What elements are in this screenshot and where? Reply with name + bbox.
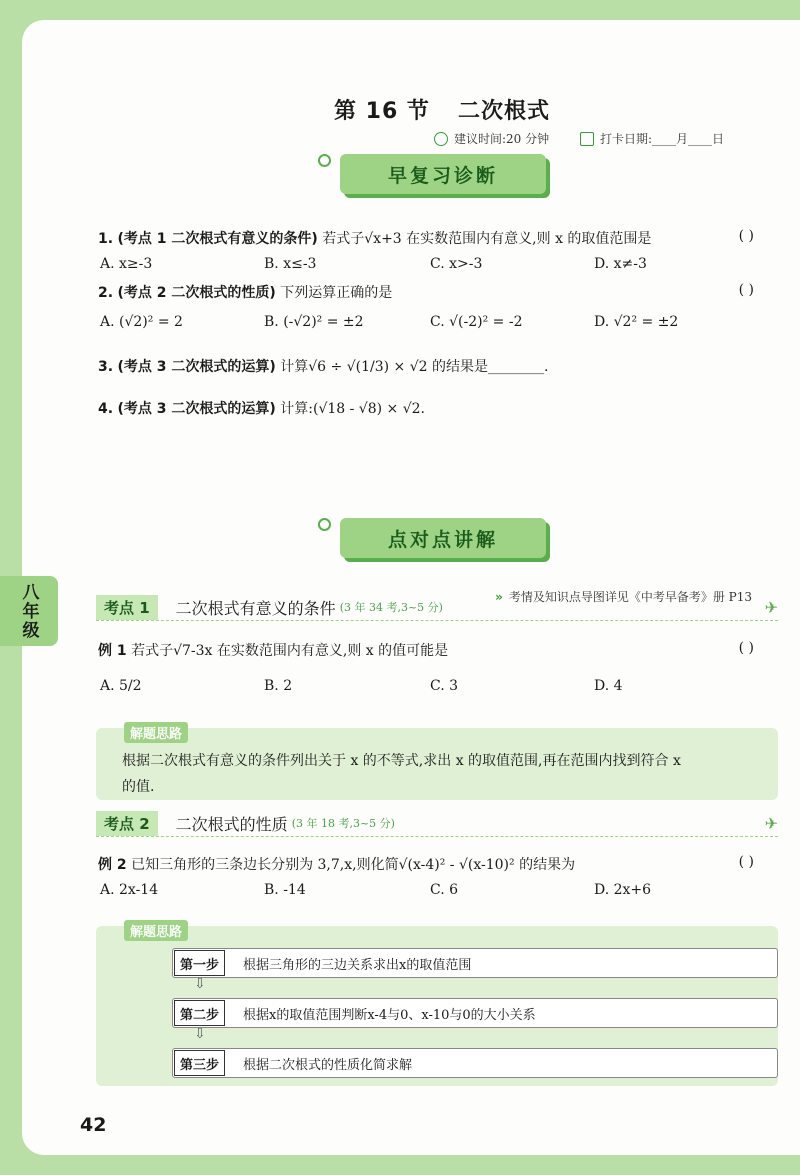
key-point-2-header [96,810,778,837]
banner-pin-icon [318,154,331,167]
hint1-text-line2: 的值. [122,779,155,795]
paper-plane-icon: ✈ [764,597,778,617]
q2-option-d: D. √2² = ±2 [594,314,679,330]
ex2-option-c: C. 6 [430,882,459,898]
clock-icon [434,132,448,146]
q3-tag: (考点 3 二次根式的运算) [117,359,276,375]
q1-number: 1. [98,231,114,247]
ex2-text: 已知三角形的三条边长分别为 3,7,x,则化简√(x-4)² - √(x-10)² 的结果为 [131,857,576,873]
ex1-option-d: D. 4 [594,678,623,694]
step1-tag: 第一步 [174,950,225,976]
example-1 [98,640,448,660]
section-title [334,94,550,125]
ex2-option-b: B. -14 [264,882,306,898]
explain-banner: 点对点讲解 [340,518,546,558]
q2-answer-paren: ( ) [738,282,754,298]
step1-text: 根据三角形的三边关系求出x的取值范围 [243,957,472,973]
date-meta [580,130,724,147]
step2-text: 根据x的取值范围判断x-4与0、x-10与0的大小关系 [243,1007,536,1023]
step3-tag: 第三步 [174,1050,225,1076]
ex2-option-a: A. 2x-14 [100,882,159,898]
q3-number: 3. [98,359,114,375]
paper-plane-icon: ✈ [764,813,778,833]
kp2-tag: 考点 2 [96,811,158,836]
ex1-text: 若式子√7-3x 在实数范围内有意义,则 x 的值可能是 [131,643,449,659]
calendar-icon [580,132,594,146]
q1-text: 若式子√x+3 在实数范围内有意义,则 x 的取值范围是 [322,231,652,247]
q2-number: 2. [98,285,114,301]
hint1-text-line1: 根据二次根式有意义的条件列出关于 x 的不等式,求出 x 的取值范围,再在范围内找到符合 x [122,753,681,769]
q1-option-c: C. x>-3 [430,256,483,272]
q1-option-a: A. x≥-3 [100,256,153,272]
q2-tag: (考点 2 二次根式的性质) [117,285,276,301]
time-meta [434,130,549,147]
example-2 [98,854,575,874]
kp1-tag: 考点 1 [96,595,158,620]
q2-text: 下列运算正确的是 [280,285,393,301]
q4-number: 4. [98,401,114,417]
reference-text: 考情及知识点导图详见《中考早备考》册 P13 [508,590,752,604]
step2-tag: 第二步 [174,1000,225,1026]
ex1-label: 例 1 [98,643,127,659]
step-2-box [172,998,778,1028]
q2-option-b: B. (-√2)² = ±2 [264,314,364,330]
key-point-1-header [96,594,778,621]
kp2-title: 二次根式的性质 [175,814,288,834]
page-number: 42 [80,1114,107,1136]
ex1-option-a: A. 5/2 [100,678,142,694]
ex1-answer-paren: ( ) [738,640,754,656]
checkin-date: 打卡日期:____月____日 [600,132,725,146]
q4-tag: (考点 3 二次根式的运算) [117,401,276,417]
double-arrow-icon: » [495,589,503,604]
q1-answer-paren: ( ) [738,228,754,244]
kp1-sub: (3 年 34 考,3~5 分) [339,601,443,614]
review-banner: 早复习诊断 [340,154,546,194]
section-number: 第 16 节 [334,99,430,124]
question-1 [98,228,651,248]
hint-box-1 [96,728,778,800]
kp2-sub: (3 年 18 考,3~5 分) [291,817,395,830]
hint2-label: 解题思路 [124,920,188,941]
q1-option-d: D. x≠-3 [594,256,647,272]
step-1-box [172,948,778,978]
q3-text: 计算√6 ÷ √(1/3) × √2 的结果是________. [280,359,549,375]
hint-box-2 [96,926,778,1086]
section-name: 二次根式 [457,99,550,124]
ex2-answer-paren: ( ) [738,854,754,870]
down-arrow-icon: ⇩ [194,976,206,992]
ex1-option-c: C. 3 [430,678,459,694]
step3-text: 根据二次根式的性质化简求解 [243,1057,413,1073]
grade-side-tab [0,576,58,646]
ex2-label: 例 2 [98,857,127,873]
question-4 [98,398,425,418]
ex2-option-d: D. 2x+6 [594,882,652,898]
q1-tag: (考点 1 二次根式有意义的条件) [117,231,318,247]
q4-text: 计算:(√18 - √8) × √2. [280,401,426,417]
grade-label: 八年级 [18,582,39,640]
q1-option-b: B. x≤-3 [264,256,317,272]
q2-option-c: C. √(-2)² = -2 [430,314,523,330]
step-3-box [172,1048,778,1078]
down-arrow-icon: ⇩ [194,1026,206,1042]
banner-pin-icon [318,518,331,531]
suggested-time: 建议时间:20 分钟 [454,132,550,146]
question-2 [98,282,392,302]
question-3 [98,356,548,376]
ex1-option-b: B. 2 [264,678,293,694]
kp1-title: 二次根式有意义的条件 [175,598,336,618]
hint1-label: 解题思路 [124,722,188,743]
page-sheet [18,20,800,1155]
q2-option-a: A. (√2)² = 2 [100,314,183,330]
